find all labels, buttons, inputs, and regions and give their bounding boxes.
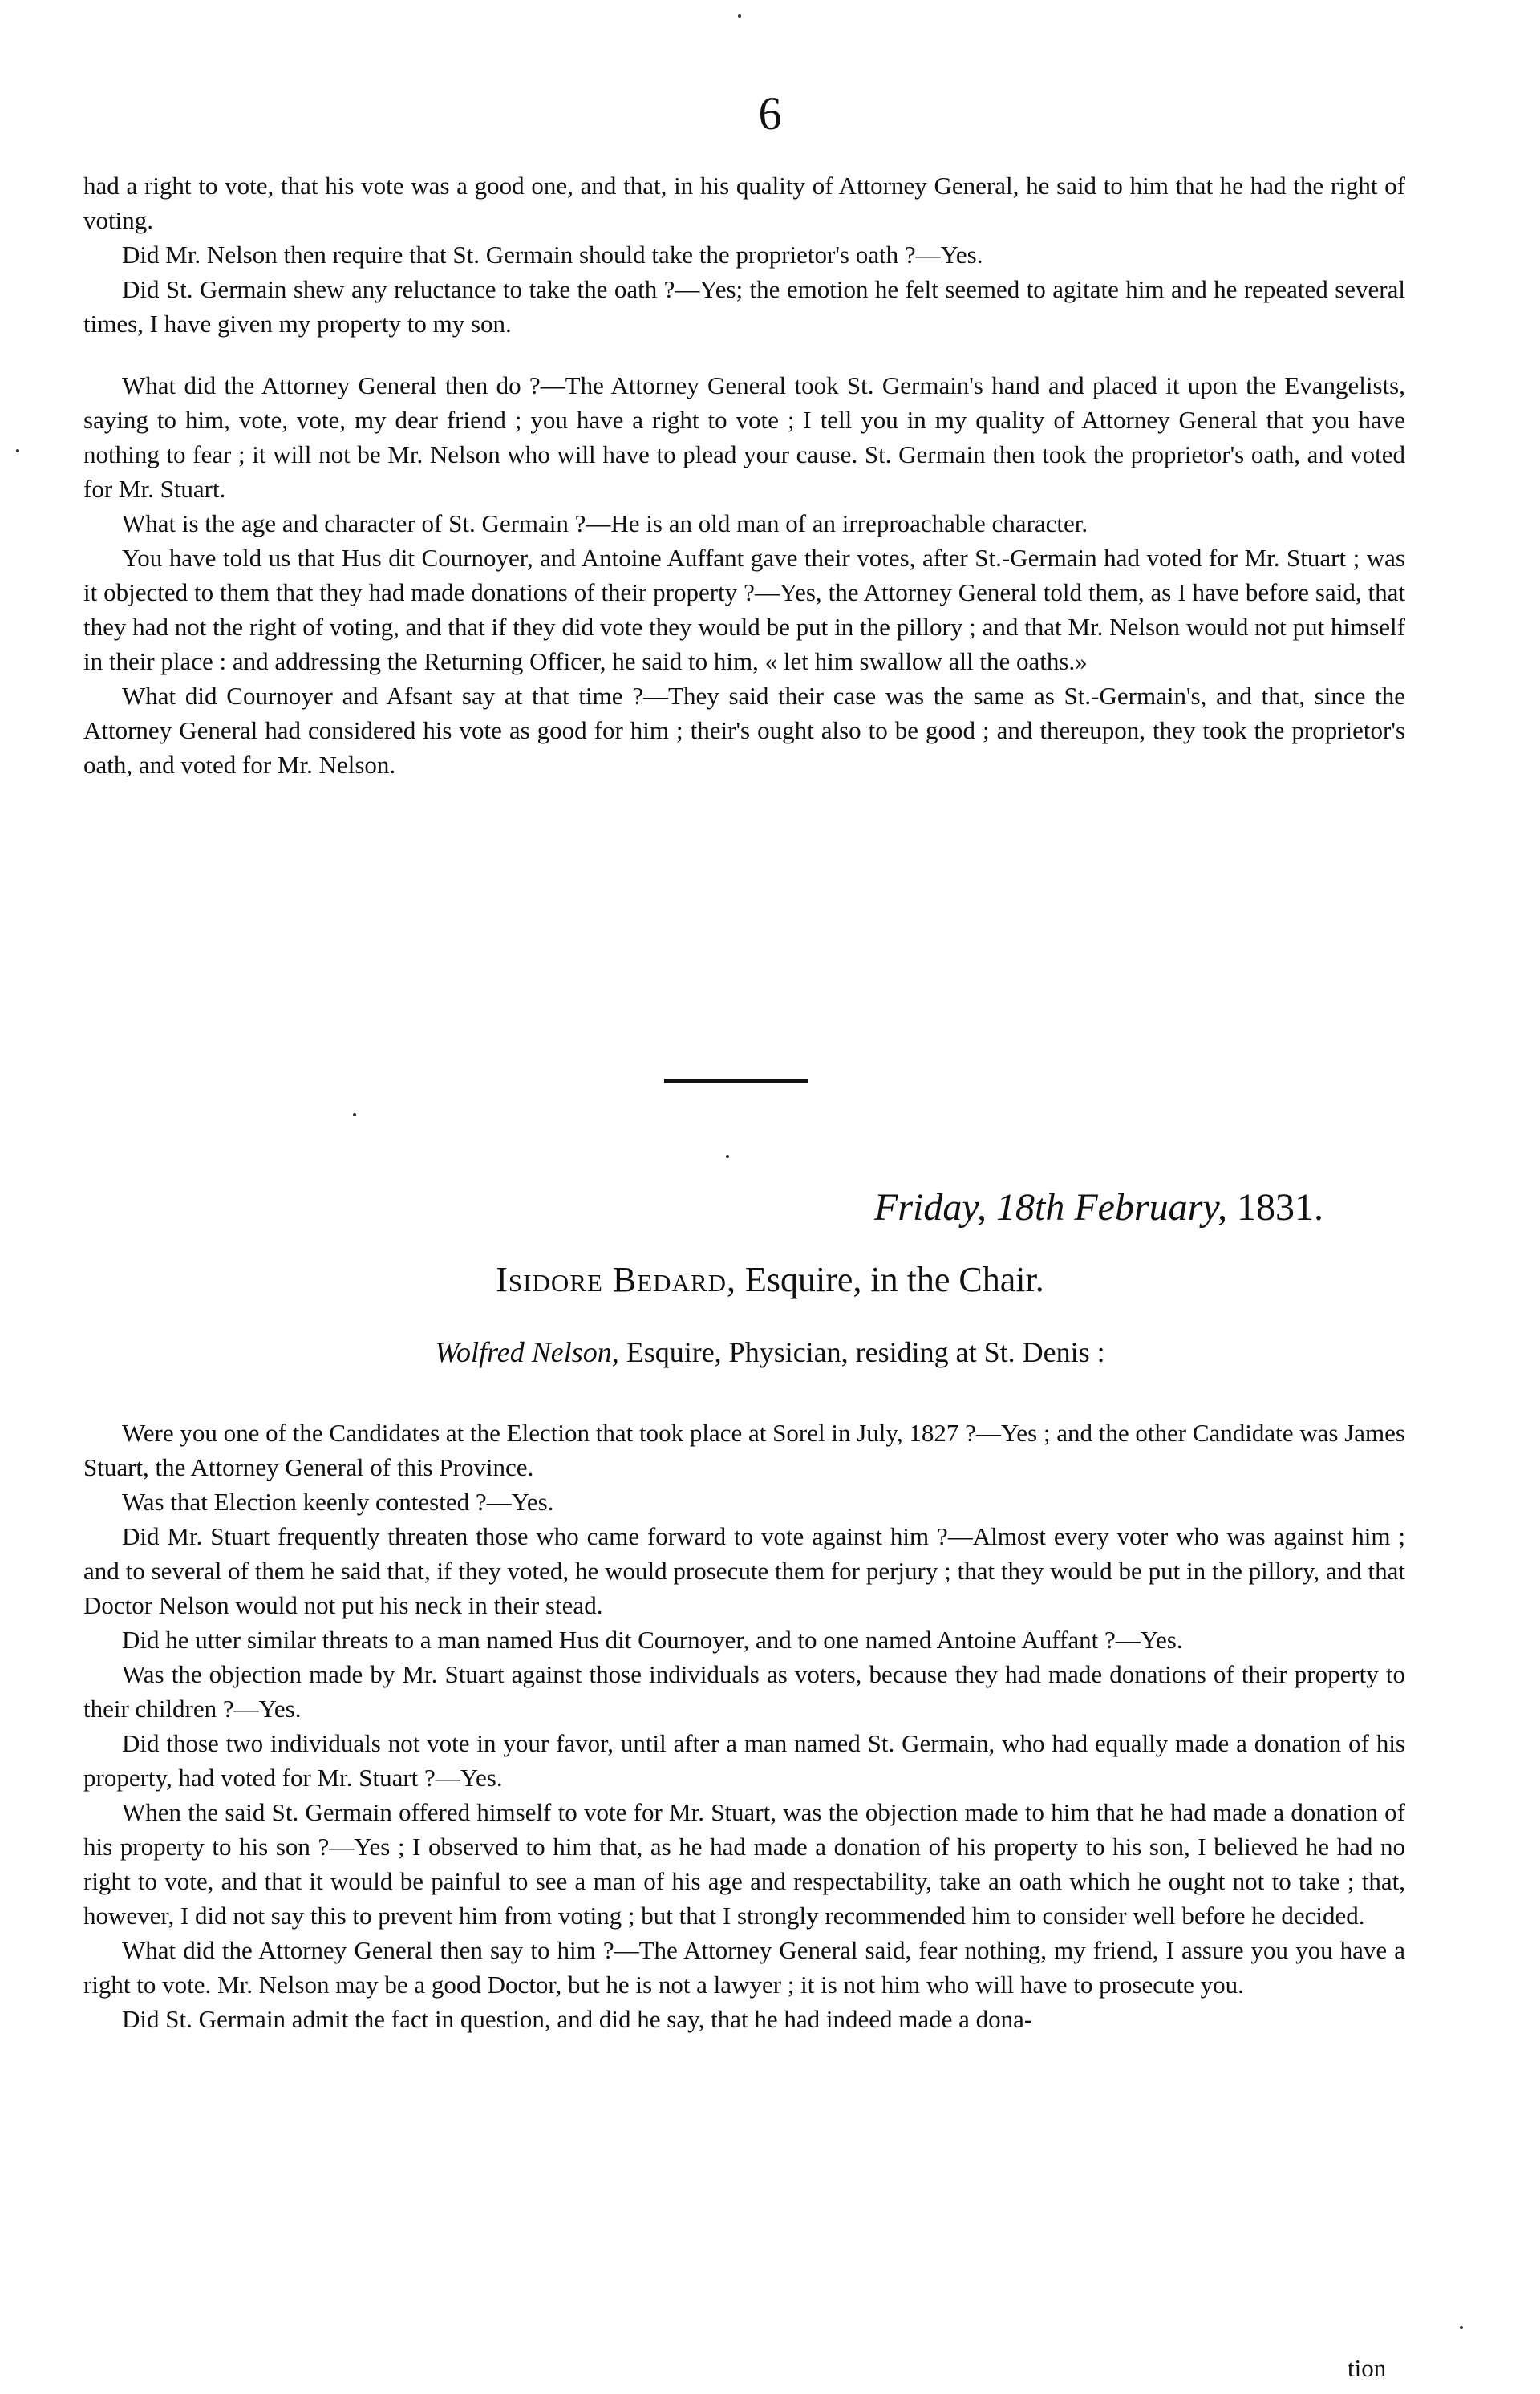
section-divider-rule xyxy=(664,1079,808,1083)
paragraph: Did Mr. Stuart frequently threaten those who came forward to vote against him ?—Almost every voter who was against him ; and to several of them he said that, if they voted, he would prosecute them for perjury ; that they would be put in the pillory, and that Doctor Nelson would not put his neck in their stead. xyxy=(83,1522,1405,1619)
paragraph: Did St. Germain admit the fact in question, and did he say, that he had indeed made a dona- xyxy=(122,2005,1033,2033)
witness-text: Esquire, Physician, residing at St. Denis : xyxy=(626,1336,1105,1368)
paragraph: Did those two individuals not vote in your favor, until after a man named St. Germain, who had equally made a donation of his property, had voted for Mr. Stuart ?—Yes. xyxy=(83,1729,1405,1792)
paragraph: Was that Election keenly contested ?—Yes. xyxy=(122,1488,554,1516)
paragraph: Were you one of the Candidates at the Election that took place at Sorel in July, 1827 ?—Yes ; and the other Candidate was James Stuart, the Attorney General of this Province. xyxy=(83,1419,1405,1481)
print-speck xyxy=(1460,2326,1463,2329)
paragraph: Did he utter similar threats to a man named Hus dit Cournoyer, and to one named Antoine Auffant ?—Yes. xyxy=(122,1626,1183,1654)
paragraph: What did the Attorney General then do ?—The Attorney General took St. Germain's hand and placed it upon the Evangelists, saying to him, vote, vote, my dear friend ; you have a right to vote ; I tell you in my quality of Attorney General that you have nothing to fear ; it will not be Mr. Nelson who will have to plead your cause. St. Germain then took the proprietor's oath, and voted for Mr. Stuart. xyxy=(83,371,1405,503)
print-speck xyxy=(726,1155,729,1158)
witness-name: Wolfred Nelson, xyxy=(435,1336,619,1368)
paragraph: Was the objection made by Mr. Stuart against those individuals as voters, because they had made donations of their property to their children ?—Yes. xyxy=(83,1660,1405,1723)
page-number: 6 xyxy=(758,87,782,140)
chair-text: Esquire, in the Chair. xyxy=(745,1260,1044,1299)
testimony-top-section xyxy=(83,168,1405,782)
paragraph: What did Cournoyer and Afsant say at that time ?—They said their case was the same as St.-Germain's, and that, since the Attorney General had considered his vote as good for him ; their's ought also to be good ; and thereupon, they took the proprietor's oath, and voted for Mr. Nelson. xyxy=(83,682,1405,779)
paragraph: What is the age and character of St. Germain ?—He is an old man of an irreproachable character. xyxy=(122,509,1088,537)
paragraph: What did the Attorney General then say to him ?—The Attorney General said, fear nothing, my friend, I assure you you have a right to vote. Mr. Nelson may be a good Doctor, but he is not a lawyer ; it is not him who will have to prosecute you. xyxy=(83,1936,1405,1999)
chair-line xyxy=(0,1259,1540,1300)
paragraph: You have told us that Hus dit Cournoyer, and Antoine Auffant gave their votes, after St.-Germain had voted for Mr. Stuart ; was it objected to them that they had made donations of their property ?—Yes, the Attorney General told them, as I have before said, that they had not the right of voting, and that if they did vote they would be put in the pillory ; and that Mr. Nelson would not put himself in their place : and addressing the Returning Officer, he said to him, « let him swallow all the oaths.» xyxy=(83,544,1405,675)
paragraph: had a right to vote, that his vote was a good one, and that, in his quality of Attorney General, he said to him that he had the right of voting. xyxy=(83,172,1405,234)
print-speck xyxy=(738,14,741,18)
print-speck xyxy=(353,1113,356,1116)
testimony-bottom-section xyxy=(83,1416,1405,2036)
chair-name: Isidore Bedard, xyxy=(496,1260,736,1299)
print-speck xyxy=(16,449,19,452)
paragraph: Did St. Germain shew any reluctance to take the oath ?—Yes; the emotion he felt seemed to agitate him and he repeated several times, I have given my property to my son. xyxy=(83,275,1405,338)
date-day-month: 18th February, xyxy=(996,1186,1227,1229)
continuation-word: tion xyxy=(1348,2354,1387,2382)
paragraph: When the said St. Germain offered himself to vote for Mr. Stuart, was the objection made to him that he had made a donation of his property to his son ?—Yes ; I observed to him that, as he had made a donation of his property to his son, I believed he had no right to vote, and that it would be painful to see a man of his age and respectability, take an oath which he ought not to take ; that, however, I did not say this to prevent him from voting ; but that I strongly recommended him to consider well before he decided. xyxy=(83,1798,1405,1930)
date-year: 1831. xyxy=(1236,1186,1323,1229)
date-day: Friday, xyxy=(874,1186,987,1229)
witness-line xyxy=(0,1335,1540,1369)
paragraph: Did Mr. Nelson then require that St. Germain should take the proprietor's oath ?—Yes. xyxy=(122,241,983,269)
sitting-date xyxy=(874,1185,1323,1229)
